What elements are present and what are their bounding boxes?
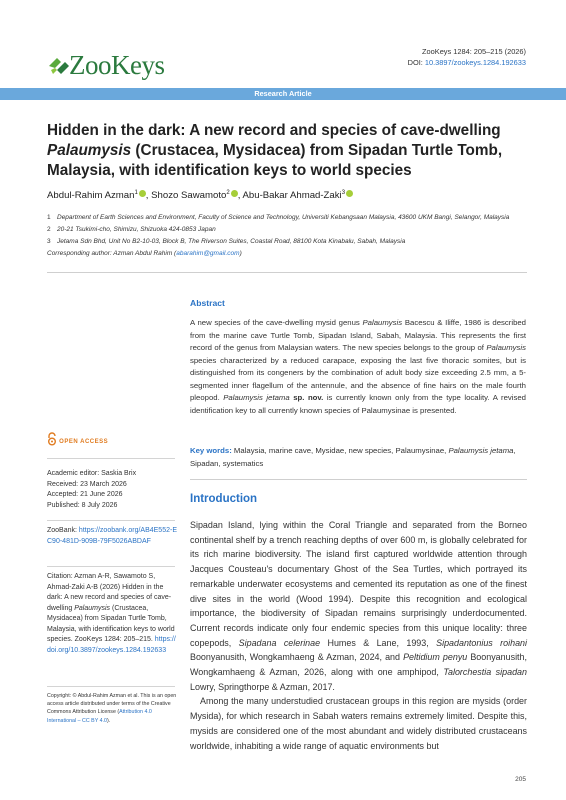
author-name[interactable]: Abu-Bakar Ahmad-Zaki	[242, 190, 342, 202]
article-title	[47, 121, 527, 181]
citation-text: (Crustacea, Mysidacea) from Sipadan Turtle Tomb, Malaysia, with identification keys to world species. ZooKeys 1284: 205–215.	[47, 604, 175, 643]
open-access-icon	[47, 432, 57, 446]
abstract-segment: species characterized by a reduced carapace, exposing the last five thoracic somites, but is distinguished from its congeners by the combination of adult body size exceeding 2.5 mm, a 5-segmented inner flagellum of the antennule, and the absence of fine hairs on the male fourth pleopod.	[190, 355, 526, 402]
keywords-end: , Sipadan, systematics	[190, 446, 516, 468]
intro-segment: Humes & Lane, 1993,	[320, 637, 437, 648]
affiliation-item	[47, 212, 527, 224]
author-name[interactable]: Abdul-Rahim Azman	[47, 190, 135, 202]
intro-segment: Lowry, Springthorpe & Azman, 2017.	[190, 681, 335, 692]
affiliation-text: Jetama Sdn Bhd, Unit No B2-10-03, Block B, The Riverson Suites, Coastal Road, 88100 Kota Kinabalu, Sabah, Malaysia	[57, 238, 406, 245]
journal-line: ZooKeys 1284: 205–215 (2026)	[422, 47, 526, 56]
citation-italic: Palaumysis	[74, 604, 111, 612]
journal-reference	[408, 46, 526, 68]
intro-segment: Boonyanusith, Wongkamhaeng & Azman, 2026, along with one amphipod,	[190, 652, 527, 678]
abstract-segment: Bacescu & Iliffe, 1986 is described from the marine cave Turtle Tomb, Sipadan Island, Sabah, Malaysia. This represents the first record of the genus from Malaysian waters. The new species belongs to the group of	[190, 318, 526, 352]
citation-text: Citation: Azman A-R, Sawamoto S, Ahmad-Zaki A-B (2026) Hidden in the dark: A new record and species of cave-dwelling	[47, 573, 172, 612]
abstract-segment: is currently known only from the type locality. A revised identification key to all currently known species of Palaumysinae is presented.	[190, 393, 526, 415]
published-date: Published: 8 July 2026	[47, 501, 118, 509]
orcid-icon[interactable]	[139, 190, 146, 197]
doi-link[interactable]: 10.3897/zookeys.1284.192633	[424, 58, 526, 67]
intro-paragraph-2: Among the many understudied crustacean groups in this region are mysids (order Mysida), for which research in Sabah waters remains extremely limited. Despite this, mysids are considered one of the most abundant and widely distributed crustaceans worldwide, inhabiting a wide range of aquatic environments but	[190, 696, 527, 751]
abstract-bold: sp. nov.	[289, 393, 324, 402]
species-name: Sipadana celerinae	[238, 637, 321, 648]
abstract-italic: Palaumysis jetama	[223, 393, 290, 402]
abstract-text	[190, 317, 526, 417]
introduction-body	[190, 518, 527, 753]
affiliation-item	[47, 236, 527, 248]
copyright-text: Copyright: © Abdul-Rahim Azman et al. This is an open access article distributed under terms of the Creative Commons Attribution License (	[47, 693, 177, 716]
intro-segment: Sipadan Island, lying within the Coral Triangle and separated from the Borneo continental shelf by a trench reaching depths of over 600 m, is globally celebrated for its rich marine biodiversity. The island first captured worldwide attention through Jacques Cousteau's documentary Ghost of the Sea Turtles, which portrayed its remarkable underwater ecosystems and cemented its reputation as one of the finest dive sites in the world (Wood 1994). Despite this recognition and ecological importance, the biodiversity of Sipadan remains surprisingly underdocumented. Current records indicate only four endemic species from this unique locality: three copepods,	[190, 520, 527, 648]
divider	[190, 479, 527, 480]
species-name: Peltidium penyu	[403, 652, 468, 663]
abstract-heading: Abstract	[190, 298, 225, 308]
orcid-icon[interactable]	[346, 190, 353, 197]
affiliation-number: 2	[47, 226, 51, 233]
keywords-text: Malaysia, marine cave, Mysidae, new species, Palaumysinae,	[231, 446, 449, 455]
doi-label: DOI:	[407, 58, 423, 67]
abstract-italic: Palaumysis	[486, 343, 526, 352]
copyright-notice	[47, 692, 177, 725]
author-affil-sup: 1	[134, 190, 138, 196]
copyright-end: ).	[106, 717, 111, 724]
intro-paragraph-1	[190, 518, 527, 694]
keywords-italic: Palaumysis jetama	[448, 446, 514, 455]
open-access-badge	[47, 432, 108, 446]
email-link[interactable]: abarahim@gmail.com	[176, 250, 240, 257]
citation-doi-link[interactable]: https://doi.org/10.3897/zookeys.1284.192633	[47, 636, 176, 654]
citation-info	[47, 572, 177, 656]
species-name: Sipadantonius roihani	[436, 637, 528, 648]
affiliation-number: 1	[47, 214, 51, 221]
academic-editor: Academic editor: Saskia Brix	[47, 470, 137, 477]
zoobank-link[interactable]: https://zoobank.org/AB4E552-EC90-481D-909B-79F5026ABDAF	[47, 527, 177, 545]
open-access-label: OPEN ACCESS	[59, 439, 109, 445]
intro-segment: Boonyanusith, Wongkamhaeng & Azman, 2024, and	[190, 652, 404, 663]
divider	[47, 458, 175, 459]
received-date: Received: 23 March 2026	[47, 480, 127, 488]
species-name: Talorchestia sipadan	[443, 667, 527, 678]
abstract-italic: Palaumysis	[362, 318, 403, 327]
title-italic: Palaumysis	[47, 142, 132, 159]
zookeys-logo-icon	[47, 56, 71, 76]
title-part-2: (Crustacea, Mysidacea) from Sipadan Turtle Tomb, Malaysia, with identification keys to world species	[47, 142, 503, 179]
orcid-icon[interactable]	[231, 190, 238, 197]
divider	[47, 566, 175, 567]
corresponding-suffix: )	[239, 250, 242, 257]
keywords-label: Key words:	[190, 446, 232, 455]
corresponding-author	[47, 250, 242, 257]
page-number: 205	[515, 776, 526, 783]
author-list: Abdul-Rahim Azman$^1$ , Shozo Sawamoto$^2$ , Abu-Bakar Ahmad-Zaki$^3$	[47, 190, 353, 201]
logo-text: ZooKeys	[69, 50, 165, 80]
article-type-banner: Research Article	[0, 88, 566, 100]
zoobank-label: ZooBank:	[47, 527, 79, 534]
affiliation-number: 3	[47, 238, 51, 245]
divider	[47, 686, 175, 687]
affiliation-item	[47, 224, 527, 236]
affiliations	[47, 212, 527, 248]
affiliation-text: 20-21 Tsukimi-cho, Shimizu, Shizuoka 424-0853 Japan	[57, 226, 216, 233]
corresponding-prefix: Corresponding author: Azman Abdul Rahim (	[47, 250, 177, 257]
accepted-date: Accepted: 21 June 2026	[47, 491, 123, 498]
author-name[interactable]: Shozo Sawamoto	[151, 190, 227, 202]
divider	[47, 520, 175, 521]
zoobank-info	[47, 526, 177, 547]
doi-line	[408, 57, 526, 68]
keywords	[190, 445, 526, 470]
divider	[47, 272, 527, 273]
author-affil-sup: 3	[341, 190, 346, 196]
introduction-heading: Introduction	[190, 493, 258, 505]
license-link[interactable]: Attribution 4.0 International – CC BY 4.0	[47, 709, 152, 724]
affiliation-text: Department of Earth Sciences and Environment, Faculty of Science and Technology, Universiti Kebangsaan Malaysia, 43600 UKM Bangi, Selangor, Malaysia	[57, 214, 510, 221]
author-affil-sup: 2	[226, 190, 230, 196]
zookeys-logo[interactable]	[47, 52, 187, 80]
title-part-1: Hidden in the dark: A new record and species of cave-dwelling	[47, 122, 501, 139]
editorial-info	[47, 469, 177, 511]
abstract-segment: A new species of the cave-dwelling mysid genus	[190, 318, 363, 327]
